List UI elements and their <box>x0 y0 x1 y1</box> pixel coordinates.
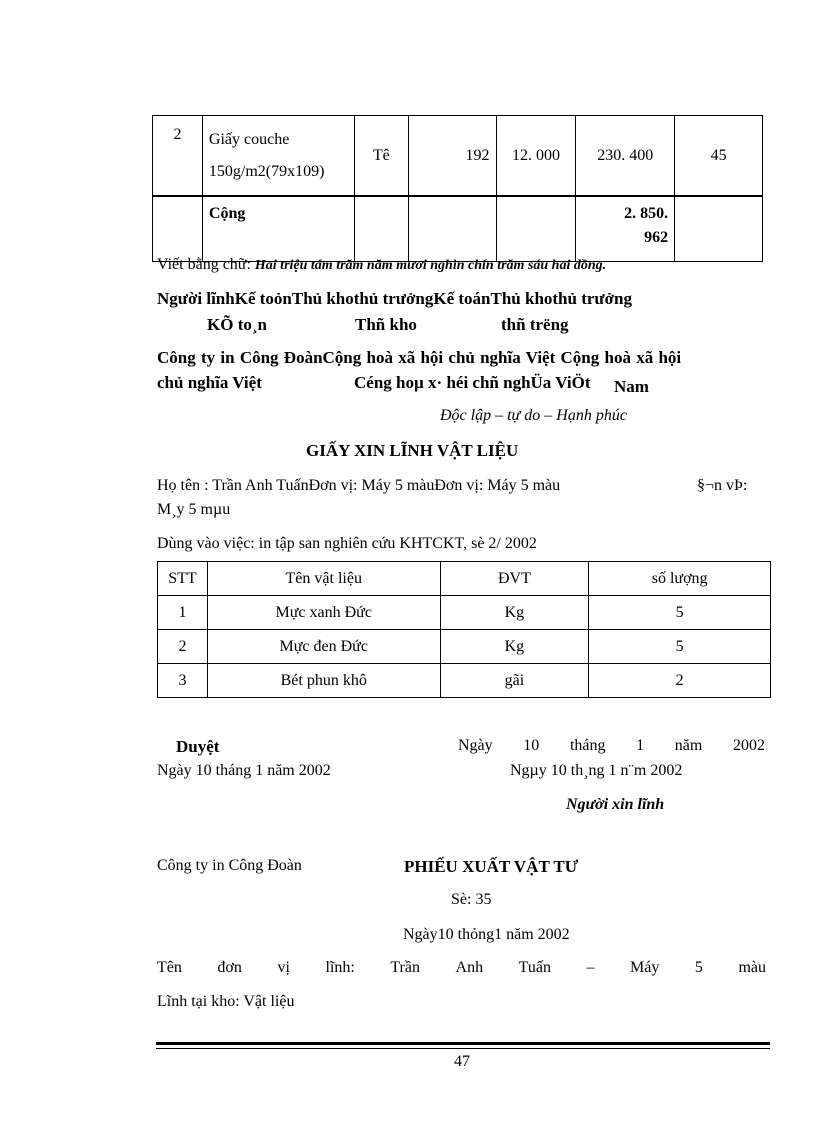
signature-storekeeper: Thñ kho <box>355 315 417 334</box>
date-word: 10 <box>523 737 540 754</box>
total-label: Cộng <box>202 196 354 262</box>
table-row <box>158 596 771 630</box>
slip-recipient <box>157 959 766 977</box>
cell-stt: 3 <box>158 664 208 698</box>
cell-empty <box>153 196 203 262</box>
recipient-word: vị <box>277 959 290 976</box>
cell-stt: 1 <box>158 596 208 630</box>
amount-words-label: Viết bằng chữ: <box>157 256 251 273</box>
recipient-word: đơn <box>217 959 242 976</box>
header-line2-c: Nam <box>614 377 649 396</box>
amount-in-words <box>157 256 606 274</box>
cell-name: Bét phun khô <box>207 664 440 698</box>
requester-signature-label: Người xin lĩnh <box>566 796 665 813</box>
recipient-word: Máy <box>630 959 660 976</box>
slip-warehouse: Lĩnh tại kho: Vật liệu <box>157 993 295 1010</box>
date-word: năm <box>674 737 703 754</box>
table-row <box>153 116 763 197</box>
amount-words-value: Hai triệu tám trăm năm mươi nghìn chín trăm sáu hai đồng. <box>254 258 607 273</box>
table-row <box>158 664 771 698</box>
date-word: tháng <box>569 737 606 754</box>
total-row <box>153 196 763 262</box>
cell-amount: 230. 400 <box>576 116 675 197</box>
recipient-word: – <box>586 959 595 976</box>
signatures-line1: Người lĩnhKế toỏnThủ khothủ trưởngKế toánThủ khothủ trưởng <box>157 289 632 308</box>
requester-line1: Họ tên : Trần Anh TuấnĐơn vị: Máy 5 màuĐơn vị: Máy 5 màu <box>157 477 561 494</box>
cell-stt: 2 <box>158 630 208 664</box>
recipient-word: Trần <box>390 959 420 976</box>
recipient-word: 5 <box>694 959 703 976</box>
motto: Độc lập – tự do – Hạnh phúc <box>440 407 627 424</box>
recipient-word: Anh <box>455 959 484 976</box>
requester-line2: M¸y 5 mµu <box>157 501 231 518</box>
header-line2-a: chủ nghĩa Việt <box>157 373 262 392</box>
cell-empty <box>354 196 408 262</box>
recipient-word: Tuấn <box>518 959 551 976</box>
recipient-word: lĩnh: <box>325 959 355 976</box>
recipient-word: Tên <box>157 959 182 976</box>
date-word: 1 <box>636 737 645 754</box>
cell-name-line2: 150g/m2(79x109) <box>208 162 325 180</box>
requester-unit-garbled: §¬n vÞ: <box>697 477 748 494</box>
total-amount-line2: 962 <box>644 229 669 246</box>
footer-rule-thick <box>156 1042 770 1045</box>
slip-number: Sè: 35 <box>451 891 492 908</box>
cell-last: 45 <box>675 116 763 197</box>
cell-name: Mực xanh Đức <box>207 596 440 630</box>
header-qty: số lượng <box>589 562 771 596</box>
form-title: GIẤY XIN LĨNH VẬT LIỆU <box>306 441 519 460</box>
cell-qty: 2 <box>589 664 771 698</box>
slip-title: PHIẾU XUẤT VẬT TƯ <box>404 857 579 876</box>
cell-qty: 192 <box>408 116 496 197</box>
approval-date-left: Ngày 10 tháng 1 năm 2002 <box>157 762 331 779</box>
header-stt: STT <box>158 562 208 596</box>
table-row <box>158 630 771 664</box>
table-header-row <box>158 562 771 596</box>
cell-unit: Kg <box>440 596 589 630</box>
cell-name: Mực đen Đức <box>207 630 440 664</box>
total-amount <box>576 196 675 262</box>
footer-rule-thin <box>156 1048 770 1049</box>
date-word: 2002 <box>732 737 765 754</box>
cell-qty: 5 <box>589 596 771 630</box>
page-number: 47 <box>454 1053 470 1070</box>
approval-date-garbled: Ngµy 10 th¸ng 1 n¨m 2002 <box>510 762 683 779</box>
header-name: Tên vật liệu <box>207 562 440 596</box>
slip-company: Công ty in Công Đoàn <box>157 857 302 874</box>
cell-unit: gãi <box>440 664 589 698</box>
cell-unit: Kg <box>440 630 589 664</box>
cell-empty <box>675 196 763 262</box>
approval-label: Duyệt <box>176 737 220 756</box>
header-line2-b: Céng hoµ x· héi chñ nghÜa ViÖt <box>354 373 591 392</box>
total-amount-line1: 2. 850. <box>624 205 669 222</box>
cell-empty <box>408 196 496 262</box>
cell-qty: 5 <box>589 630 771 664</box>
cell-name-line1: Giấy couche <box>208 130 290 148</box>
header-line1: Công ty in Công ĐoànCộng hoà xã hội chủ nghĩa Việt Cộng hoà xã hội <box>157 348 682 367</box>
cell-price: 12. 000 <box>496 116 576 197</box>
recipient-word: màu <box>738 959 766 976</box>
signature-accountant: KÕ to¸n <box>207 315 267 334</box>
signature-head: thñ trëng <box>501 315 569 334</box>
cell-empty <box>496 196 576 262</box>
date-word: Ngày <box>458 737 493 754</box>
cell-unit: Tê <box>354 116 408 197</box>
slip-date: Ngày10 thỏng1 năm 2002 <box>403 926 570 943</box>
materials-table <box>157 561 771 698</box>
cell-name <box>202 116 354 197</box>
approval-date-right <box>458 737 765 755</box>
item-table <box>152 115 763 262</box>
header-unit: ĐVT <box>440 562 589 596</box>
purpose: Dùng vào việc: in tập san nghiên cứu KHTCKT, sè 2/ 2002 <box>157 535 537 552</box>
cell-stt: 2 <box>153 116 203 197</box>
